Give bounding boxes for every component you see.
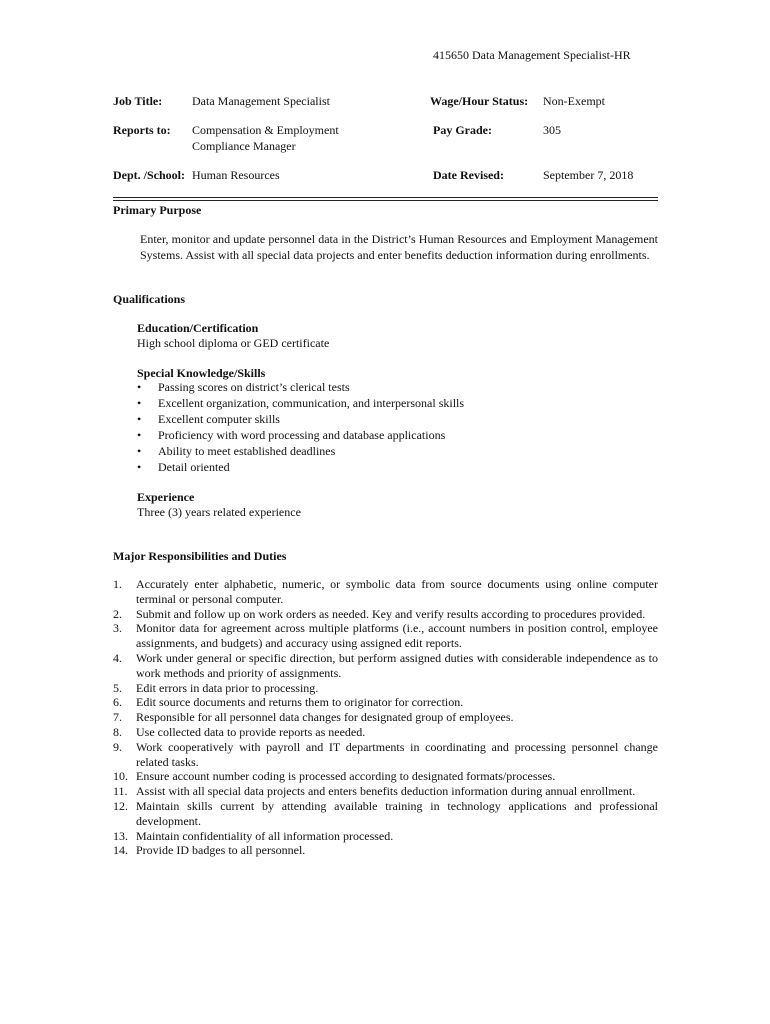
list-number: 9. [113,739,122,754]
job-title-value: Data Management Specialist [192,94,330,108]
list-item [113,607,658,622]
list-number: 3. [113,621,122,636]
list-number: 2. [113,606,122,621]
list-number: 12. [113,798,128,813]
list-text: Responsible for all personnel data changes for designated group of employees. [136,710,514,725]
list-item [113,769,658,784]
skills-heading: Special Knowledge/Skills [137,366,266,380]
wage-status-value: Non-Exempt [543,94,605,108]
list-item: • Proficiency with word processing and database applications [137,428,464,444]
list-item: • Ability to meet established deadlines [137,444,464,460]
wage-status-label: Wage/Hour Status: [430,94,529,108]
duties-heading: Major Responsibilities and Duties [113,549,287,563]
list-number: 8. [113,724,122,739]
list-item [113,784,658,799]
list-text: Maintain confidentiality of all information processed. [136,828,394,843]
primary-purpose-text: Enter, monitor and update personnel data in the District’s Human Resources and Employment Management Systems. Assist with all special data projects and enter benefits deduction information during enrollments. [140,232,658,262]
experience-heading: Experience [137,490,195,504]
list-item [113,681,658,696]
list-text: Use collected data to provide reports as needed. [136,724,366,739]
list-text: Work cooperatively with payroll and IT departments in coordinating and processing personnel change related tasks. [136,739,658,769]
list-item [113,710,658,725]
list-text: Submit and follow up on work orders as needed. Key and verify results according to procedures provided. [136,606,646,621]
list-text: Edit errors in data prior to processing. [136,680,319,695]
list-item [113,651,658,681]
list-text: Ensure account number coding is processed according to designated formats/processes. [136,769,556,784]
reports-to-value-line2: Compliance Manager [192,139,296,153]
list-item: • Excellent organization, communication, and interpersonal skills [137,396,464,412]
list-text: Maintain skills current by attending available training in technology applications and professional development. [136,798,658,828]
list-number: 11. [113,784,128,799]
date-revised-value: September 7, 2018 [543,168,634,182]
reports-to-value-line1: Compensation & Employment [192,123,339,137]
header-divider-bottom [113,200,658,201]
dept-value: Human Resources [192,168,280,182]
list-number: 14. [113,843,128,858]
list-text: Accurately enter alphabetic, numeric, or symbolic data from source documents using online computer terminal or personal computer. [136,577,658,606]
list-item [113,799,658,829]
list-number: 13. [113,828,128,843]
list-number: 1. [113,577,122,591]
list-item [113,577,658,607]
list-item: • Excellent computer skills [137,412,464,428]
list-number: 7. [113,710,122,725]
experience-text: Three (3) years related experience [137,505,301,519]
list-text: Monitor data for agreement across multiple platforms (i.e., account numbers in position control, employee assignments, and budgets) and accuracy using assigned edit reports. [136,621,658,651]
header-divider-top [113,197,658,198]
job-title-label: Job Title: [113,94,163,108]
pay-grade-value: 305 [543,123,561,137]
date-revised-label: Date Revised: [433,168,504,182]
education-text: High school diploma or GED certificate [137,336,330,350]
list-item [113,843,658,858]
list-item [113,621,658,651]
list-item [113,829,658,844]
list-number: 10. [113,769,128,784]
pay-grade-label: Pay Grade: [433,123,492,137]
qualifications-heading: Qualifications [113,292,186,306]
duties-list [113,577,658,858]
education-heading: Education/Certification [137,321,259,335]
document-id: 415650 Data Management Specialist-HR [433,48,631,62]
list-text: Assist with all special data projects and enters benefits deduction information during annual enrollment. [136,784,636,799]
list-number: 6. [113,695,122,710]
list-item: • Passing scores on district’s clerical tests [137,380,464,396]
list-item: • Detail oriented [137,460,464,476]
list-text: Work under general or specific direction, but perform assigned duties with considerable independence as to work methods and priority of assignments. [136,650,658,680]
skills-list [137,380,464,475]
list-text: Edit source documents and returns them to originator for correction. [136,695,464,710]
list-number: 5. [113,680,122,695]
reports-to-label: Reports to: [113,123,171,137]
primary-purpose-heading: Primary Purpose [113,203,202,217]
list-item [113,725,658,740]
list-number: 4. [113,650,122,665]
list-text: Provide ID badges to all personnel. [136,843,306,858]
list-item [113,695,658,710]
list-item [113,740,658,770]
dept-label: Dept. /School: [113,168,185,182]
